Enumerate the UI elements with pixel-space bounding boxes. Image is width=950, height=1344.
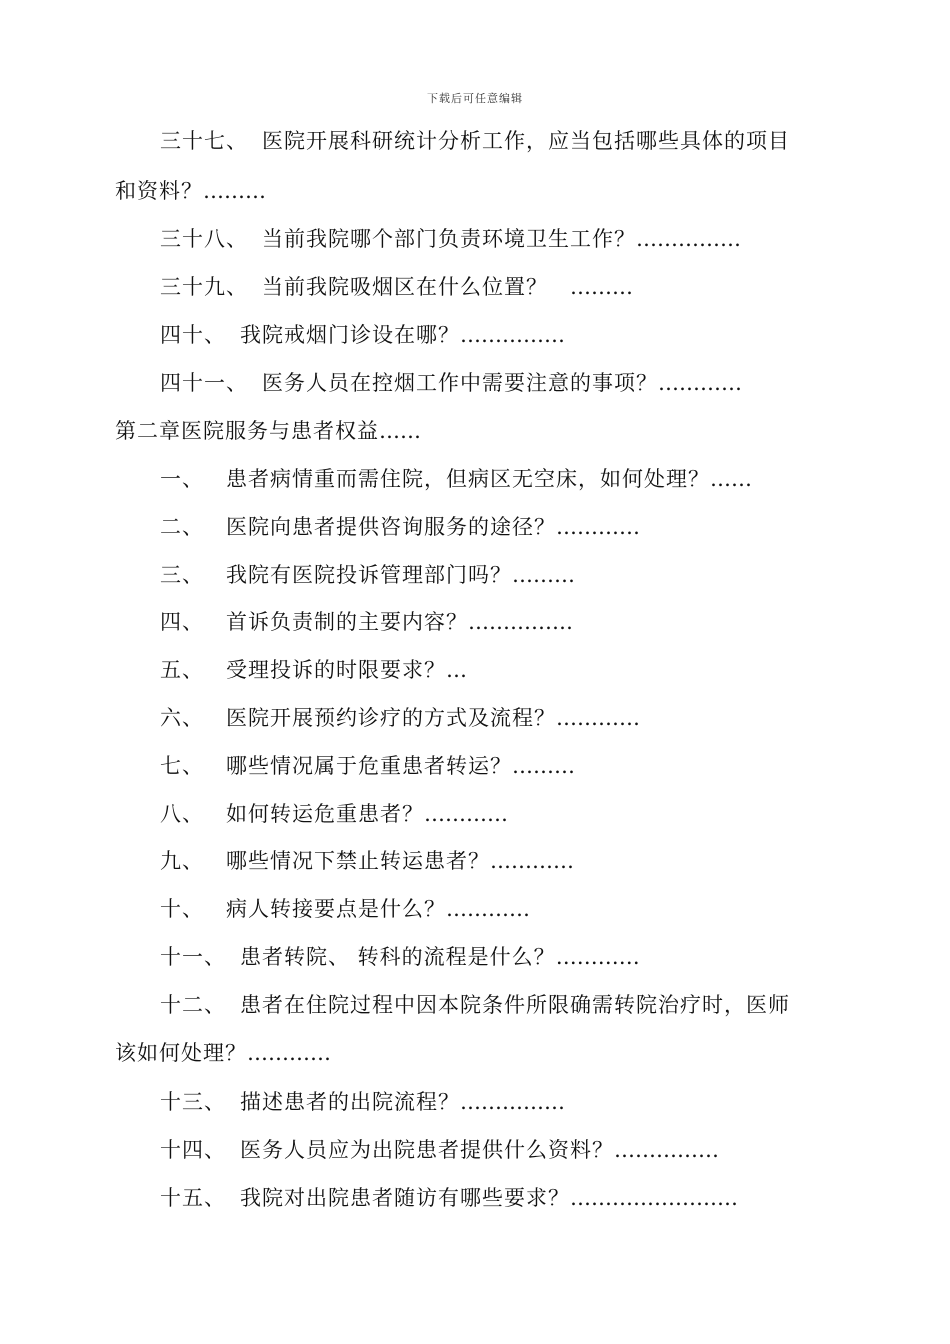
toc-entry-text: 和资料？ bbox=[115, 179, 203, 203]
toc-entry-41 bbox=[160, 369, 742, 397]
toc-entry-number: 三十七、 bbox=[160, 129, 248, 153]
toc-entry-text: 如何转运危重患者？ bbox=[226, 802, 424, 826]
toc-entry-12-cont bbox=[115, 1039, 331, 1067]
toc-dots: ……… bbox=[512, 563, 575, 587]
toc-entry-37-cont bbox=[115, 177, 266, 205]
toc-entry-number: 十、 bbox=[160, 897, 204, 921]
toc-dots: …………… bbox=[468, 610, 573, 634]
toc-entry-3 bbox=[160, 561, 575, 589]
toc-entry-text: 哪些情况下禁止转运患者？ bbox=[226, 849, 490, 873]
toc-entry-38 bbox=[160, 225, 741, 253]
toc-entry-text: 描述患者的出院流程？ bbox=[240, 1090, 460, 1114]
toc-entry-number: 三十九、 bbox=[160, 275, 248, 299]
toc-entry-11 bbox=[160, 943, 640, 971]
toc-dots: … bbox=[446, 658, 467, 682]
toc-entry-37 bbox=[160, 127, 790, 155]
toc-entry-number: 六、 bbox=[160, 706, 204, 730]
toc-entry-number: 二、 bbox=[160, 515, 204, 539]
toc-entry-4 bbox=[160, 608, 573, 636]
toc-entry-39 bbox=[160, 273, 633, 301]
toc-entry-number: 十五、 bbox=[160, 1186, 226, 1210]
toc-dots: …… bbox=[710, 467, 752, 491]
toc-entry-13 bbox=[160, 1088, 565, 1116]
toc-dots: ……… bbox=[570, 275, 633, 299]
toc-entry-9 bbox=[160, 847, 574, 875]
toc-entry-5 bbox=[160, 656, 467, 684]
toc-entry-number: 十一、 bbox=[160, 945, 226, 969]
toc-entry-12 bbox=[160, 991, 790, 1019]
toc-dots: …………… bbox=[636, 227, 741, 251]
toc-dots: ………… bbox=[658, 371, 742, 395]
toc-entry-number: 四十、 bbox=[160, 323, 226, 347]
toc-entry-text: 患者在住院过程中因本院条件所限确需转院治疗时，医师 bbox=[240, 993, 790, 1017]
toc-entry-number: 十二、 bbox=[160, 993, 226, 1017]
toc-dots: ………… bbox=[556, 706, 640, 730]
toc-dots: ……… bbox=[203, 179, 266, 203]
toc-entry-text: 首诉负责制的主要内容？ bbox=[226, 610, 468, 634]
toc-entry-text: 患者病情重而需住院，但病区无空床，如何处理？ bbox=[226, 467, 710, 491]
toc-entry-text: 当前我院哪个部门负责环境卫生工作？ bbox=[262, 227, 636, 251]
toc-entry-text: 医院开展预约诊疗的方式及流程？ bbox=[226, 706, 556, 730]
toc-entry-6 bbox=[160, 704, 640, 732]
toc-entry-14 bbox=[160, 1136, 719, 1164]
toc-entry-text: 患者转院、 转科的流程是什么？ bbox=[240, 945, 556, 969]
toc-entry-7 bbox=[160, 752, 575, 780]
toc-entry-10 bbox=[160, 895, 530, 923]
toc-dots: …………… bbox=[614, 1138, 719, 1162]
toc-dots: …………… bbox=[460, 323, 565, 347]
toc-entry-number: 八、 bbox=[160, 802, 204, 826]
toc-entry-text: 受理投诉的时限要求？ bbox=[226, 658, 446, 682]
toc-entry-number: 七、 bbox=[160, 754, 204, 778]
toc-entry-number: 一、 bbox=[160, 467, 204, 491]
toc-entry-text: 医院开展科研统计分析工作，应当包括哪些具体的项目 bbox=[262, 129, 790, 153]
toc-entry-number: 四、 bbox=[160, 610, 204, 634]
toc-entry-text: 哪些情况属于危重患者转运？ bbox=[226, 754, 512, 778]
toc-entry-text: 医院向患者提供咨询服务的途径？ bbox=[226, 515, 556, 539]
toc-chapter-title: 第二章医院服务与患者权益 bbox=[115, 419, 379, 443]
toc-entry-8 bbox=[160, 800, 508, 828]
toc-entry-40 bbox=[160, 321, 565, 349]
toc-dots: ………… bbox=[556, 515, 640, 539]
toc-entry-2 bbox=[160, 513, 640, 541]
toc-entry-15 bbox=[160, 1184, 738, 1212]
toc-chapter-2 bbox=[115, 417, 421, 445]
toc-dots: …… bbox=[379, 419, 421, 443]
toc-dots: …………… bbox=[460, 1090, 565, 1114]
toc-entry-text: 医务人员应为出院患者提供什么资料？ bbox=[240, 1138, 614, 1162]
toc-dots: ………… bbox=[490, 849, 574, 873]
toc-entry-text: 我院对出院患者随访有哪些要求？ bbox=[240, 1186, 570, 1210]
toc-entry-number: 十四、 bbox=[160, 1138, 226, 1162]
toc-dots: ………… bbox=[446, 897, 530, 921]
toc-entry-1 bbox=[160, 465, 752, 493]
toc-dots: ………… bbox=[424, 802, 508, 826]
toc-entry-text: 我院有医院投诉管理部门吗？ bbox=[226, 563, 512, 587]
toc-entry-number: 九、 bbox=[160, 849, 204, 873]
toc-entry-number: 四十一、 bbox=[160, 371, 248, 395]
toc-dots: ………… bbox=[555, 945, 640, 969]
page-header: 下载后可任意编辑 bbox=[427, 92, 523, 105]
toc-dots: …………………… bbox=[570, 1186, 738, 1210]
toc-entry-text: 该如何处理？ bbox=[115, 1041, 247, 1065]
toc-entry-number: 三、 bbox=[160, 563, 204, 587]
toc-entry-text: 病人转接要点是什么？ bbox=[226, 897, 446, 921]
toc-entry-number: 十三、 bbox=[160, 1090, 226, 1114]
toc-entry-number: 五、 bbox=[160, 658, 204, 682]
toc-dots: ………… bbox=[247, 1041, 331, 1065]
toc-entry-text: 我院戒烟门诊设在哪？ bbox=[240, 323, 460, 347]
toc-entry-text: 医务人员在控烟工作中需要注意的事项？ bbox=[262, 371, 658, 395]
toc-entry-text: 当前我院吸烟区在什么位置？ bbox=[262, 275, 548, 299]
toc-entry-number: 三十八、 bbox=[160, 227, 248, 251]
toc-dots: ……… bbox=[512, 754, 575, 778]
